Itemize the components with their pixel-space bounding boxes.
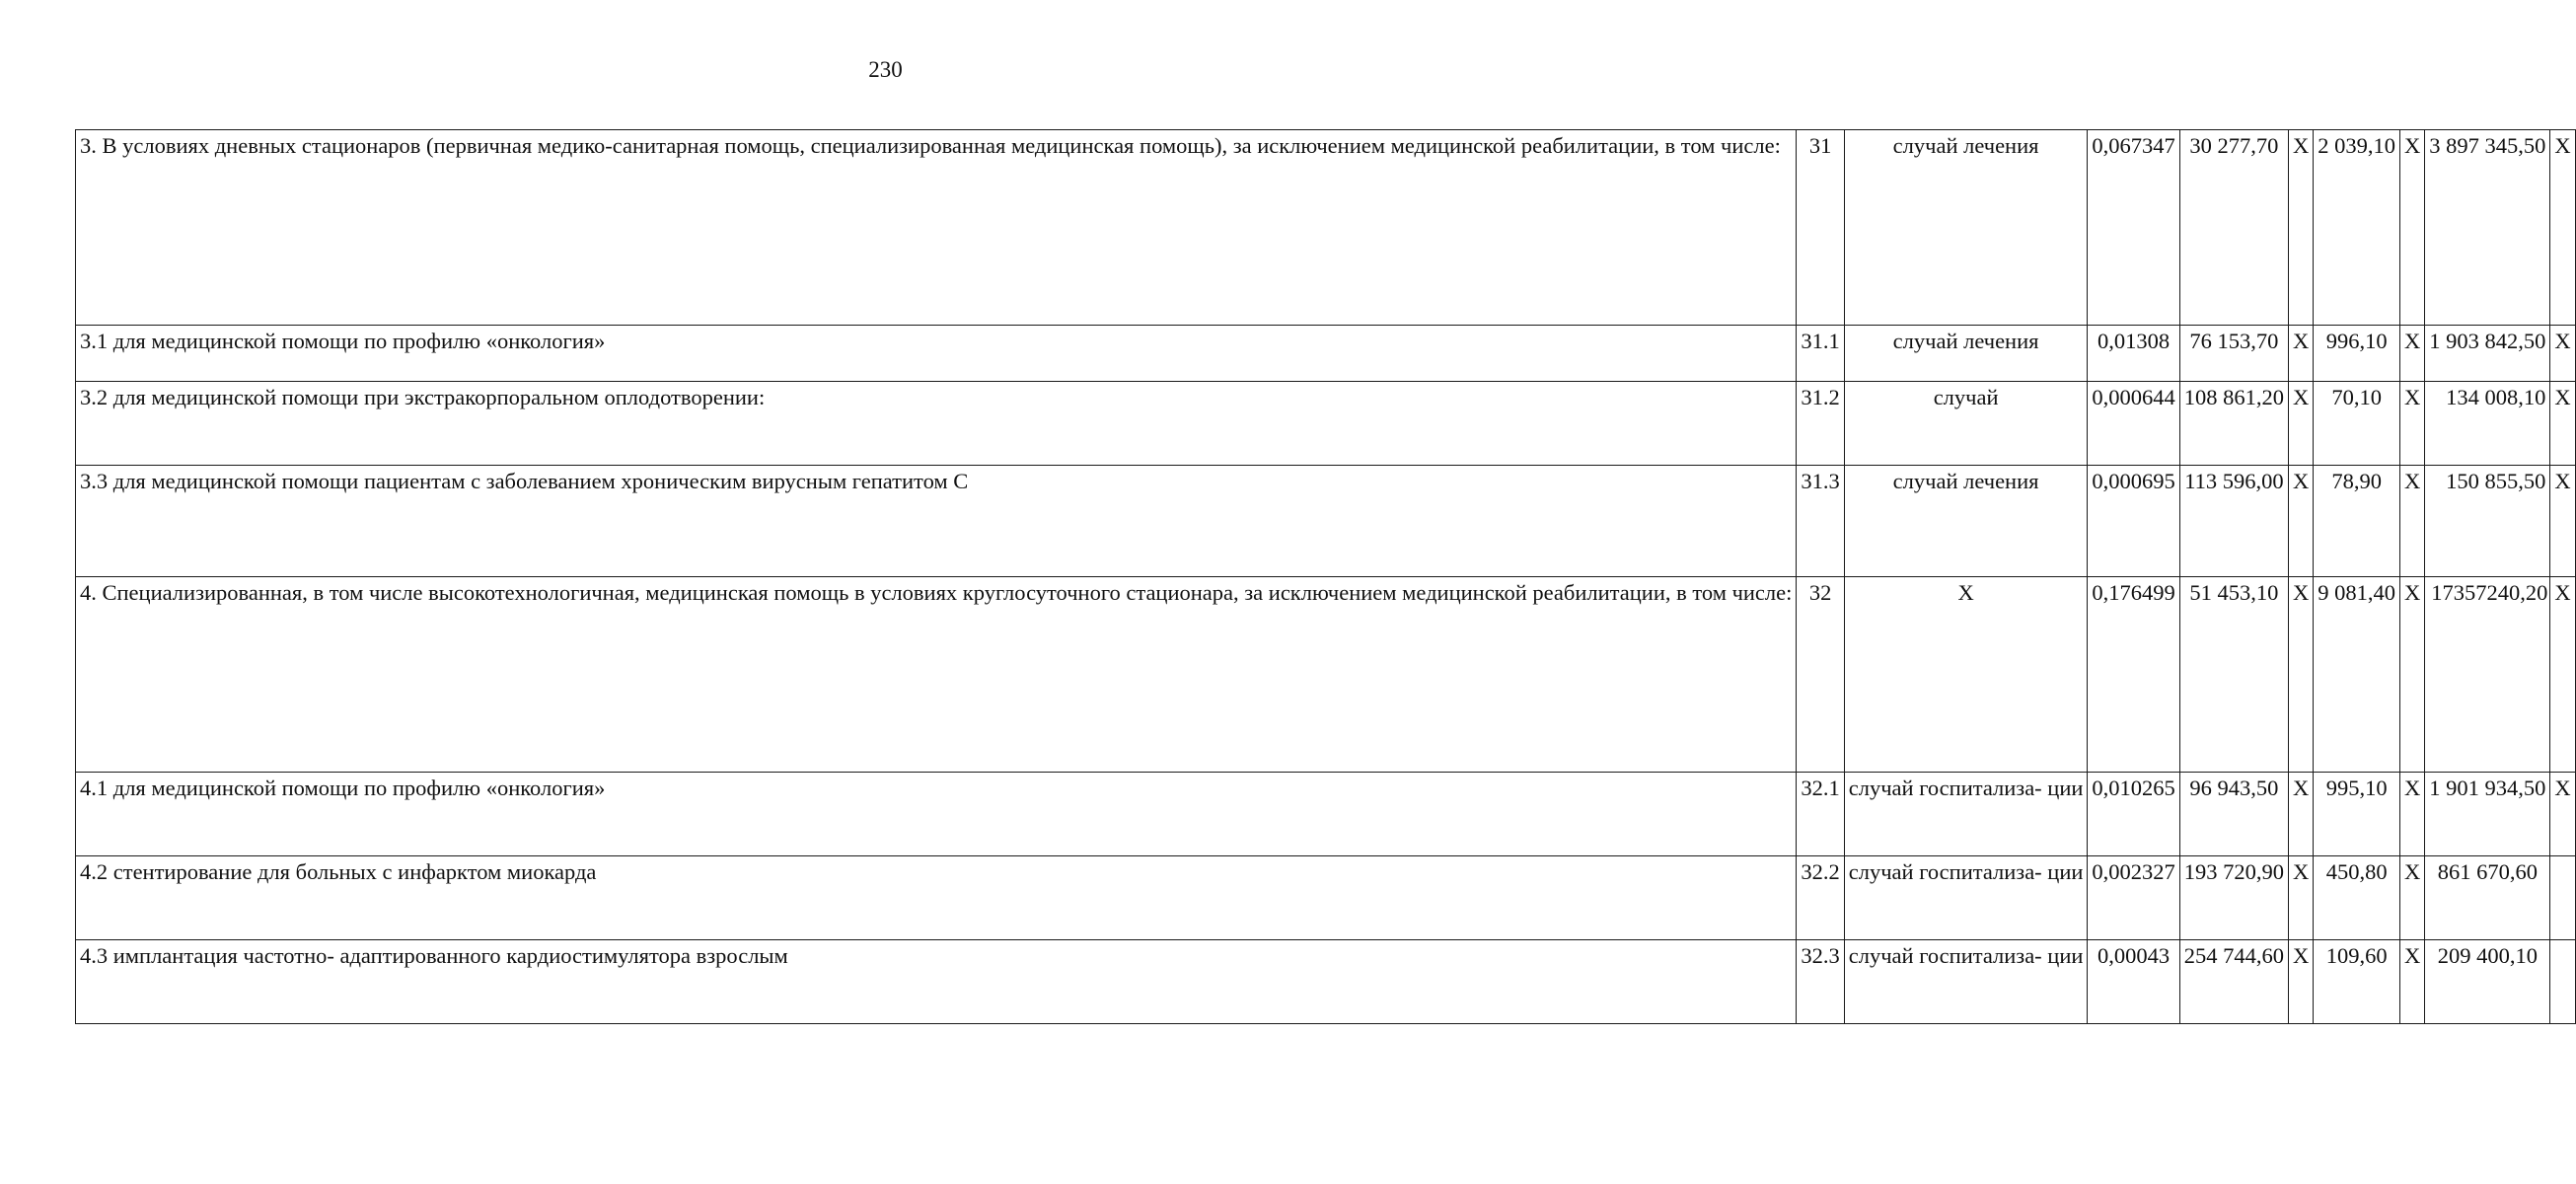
row-col6: Х (2289, 466, 2314, 577)
row-col7: 2 039,10 (2314, 130, 2400, 326)
row-col9: 1 903 842,50 (2425, 326, 2550, 382)
table-row (76, 577, 2576, 773)
row-col7: 450,80 (2314, 856, 2400, 940)
row-col9: 3 897 345,50 (2425, 130, 2550, 326)
row-col8: Х (2400, 382, 2425, 466)
row-col7: 9 081,40 (2314, 577, 2400, 773)
row-col8: Х (2400, 130, 2425, 326)
row-code: 31 (1797, 130, 1844, 326)
row-col10: Х (2550, 466, 2575, 577)
row-cost: 76 153,70 (2179, 326, 2288, 382)
row-unit: Х (1844, 577, 2088, 773)
row-col8: Х (2400, 773, 2425, 856)
row-unit: случай госпитализа- ции (1844, 856, 2088, 940)
row-col7: 996,10 (2314, 326, 2400, 382)
row-code: 32.1 (1797, 773, 1844, 856)
row-col6: Х (2289, 577, 2314, 773)
row-col6: Х (2289, 856, 2314, 940)
table-row (76, 856, 2576, 940)
table-row (76, 773, 2576, 856)
row-col6: Х (2289, 773, 2314, 856)
row-col10 (2550, 940, 2575, 1024)
row-col7: 995,10 (2314, 773, 2400, 856)
row-code: 31.1 (1797, 326, 1844, 382)
row-name: 4. Специализированная, в том числе высокотехнологичная, медицинская помощь в условиях круглосуточного стационара, за исключением медицинской реабилитации, в том числе: (76, 577, 1797, 773)
table-row (76, 382, 2576, 466)
row-unit: случай лечения (1844, 326, 2088, 382)
row-name: 3.1 для медицинской помощи по профилю «онкология» (76, 326, 1797, 382)
row-name: 4.3 имплантация частотно- адаптированного кардиостимулятора взрослым (76, 940, 1797, 1024)
row-col8: Х (2400, 856, 2425, 940)
row-col9: 209 400,10 (2425, 940, 2550, 1024)
row-name: 4.2 стентирование для больных с инфарктом миокарда (76, 856, 1797, 940)
standards-table (75, 129, 2576, 1024)
row-col7: 70,10 (2314, 382, 2400, 466)
row-name: 4.1 для медицинской помощи по профилю «онкология» (76, 773, 1797, 856)
row-col10: Х (2550, 326, 2575, 382)
row-cost: 51 453,10 (2179, 577, 2288, 773)
row-col7: 109,60 (2314, 940, 2400, 1024)
row-norm: 0,000644 (2088, 382, 2179, 466)
row-cost: 96 943,50 (2179, 773, 2288, 856)
row-unit: случай госпитализа- ции (1844, 773, 2088, 856)
row-unit: случай лечения (1844, 130, 2088, 326)
row-code: 32 (1797, 577, 1844, 773)
row-unit: случай лечения (1844, 466, 2088, 577)
row-norm: 0,00043 (2088, 940, 2179, 1024)
row-col6: Х (2289, 130, 2314, 326)
row-cost: 30 277,70 (2179, 130, 2288, 326)
row-code: 32.3 (1797, 940, 1844, 1024)
row-cost: 193 720,90 (2179, 856, 2288, 940)
page-number: 230 (868, 57, 903, 82)
row-cost: 254 744,60 (2179, 940, 2288, 1024)
row-unit: случай (1844, 382, 2088, 466)
table-row (76, 326, 2576, 382)
row-norm: 0,000695 (2088, 466, 2179, 577)
row-col6: Х (2289, 326, 2314, 382)
row-norm: 0,176499 (2088, 577, 2179, 773)
row-col10 (2550, 856, 2575, 940)
row-norm: 0,002327 (2088, 856, 2179, 940)
row-code: 31.3 (1797, 466, 1844, 577)
row-col6: Х (2289, 382, 2314, 466)
row-col9: 861 670,60 (2425, 856, 2550, 940)
row-col8: Х (2400, 577, 2425, 773)
row-col9: 1 901 934,50 (2425, 773, 2550, 856)
table-row (76, 466, 2576, 577)
row-col9: 134 008,10 (2425, 382, 2550, 466)
row-code: 31.2 (1797, 382, 1844, 466)
row-name: 3.2 для медицинской помощи при экстракорпоральном оплодотворении: (76, 382, 1797, 466)
row-unit: случай госпитализа- ции (1844, 940, 2088, 1024)
row-name: 3. В условиях дневных стационаров (первичная медико-санитарная помощь, специализированная медицинская помощь), за исключением медицинской реабилитации, в том числе: (76, 130, 1797, 326)
row-col7: 78,90 (2314, 466, 2400, 577)
row-col10: Х (2550, 382, 2575, 466)
row-col8: Х (2400, 466, 2425, 577)
row-norm: 0,067347 (2088, 130, 2179, 326)
row-col10: Х (2550, 577, 2575, 773)
row-col8: Х (2400, 326, 2425, 382)
row-col9: 150 855,50 (2425, 466, 2550, 577)
row-norm: 0,010265 (2088, 773, 2179, 856)
row-col9: 17357240,20 (2425, 577, 2550, 773)
row-name: 3.3 для медицинской помощи пациентам с заболеванием хроническим вирусным гепатитом С (76, 466, 1797, 577)
table-row (76, 130, 2576, 326)
row-norm: 0,01308 (2088, 326, 2179, 382)
row-col10: Х (2550, 130, 2575, 326)
row-col8: Х (2400, 940, 2425, 1024)
row-code: 32.2 (1797, 856, 1844, 940)
row-cost: 113 596,00 (2179, 466, 2288, 577)
row-col10: Х (2550, 773, 2575, 856)
table-row (76, 940, 2576, 1024)
row-col6: Х (2289, 940, 2314, 1024)
row-cost: 108 861,20 (2179, 382, 2288, 466)
